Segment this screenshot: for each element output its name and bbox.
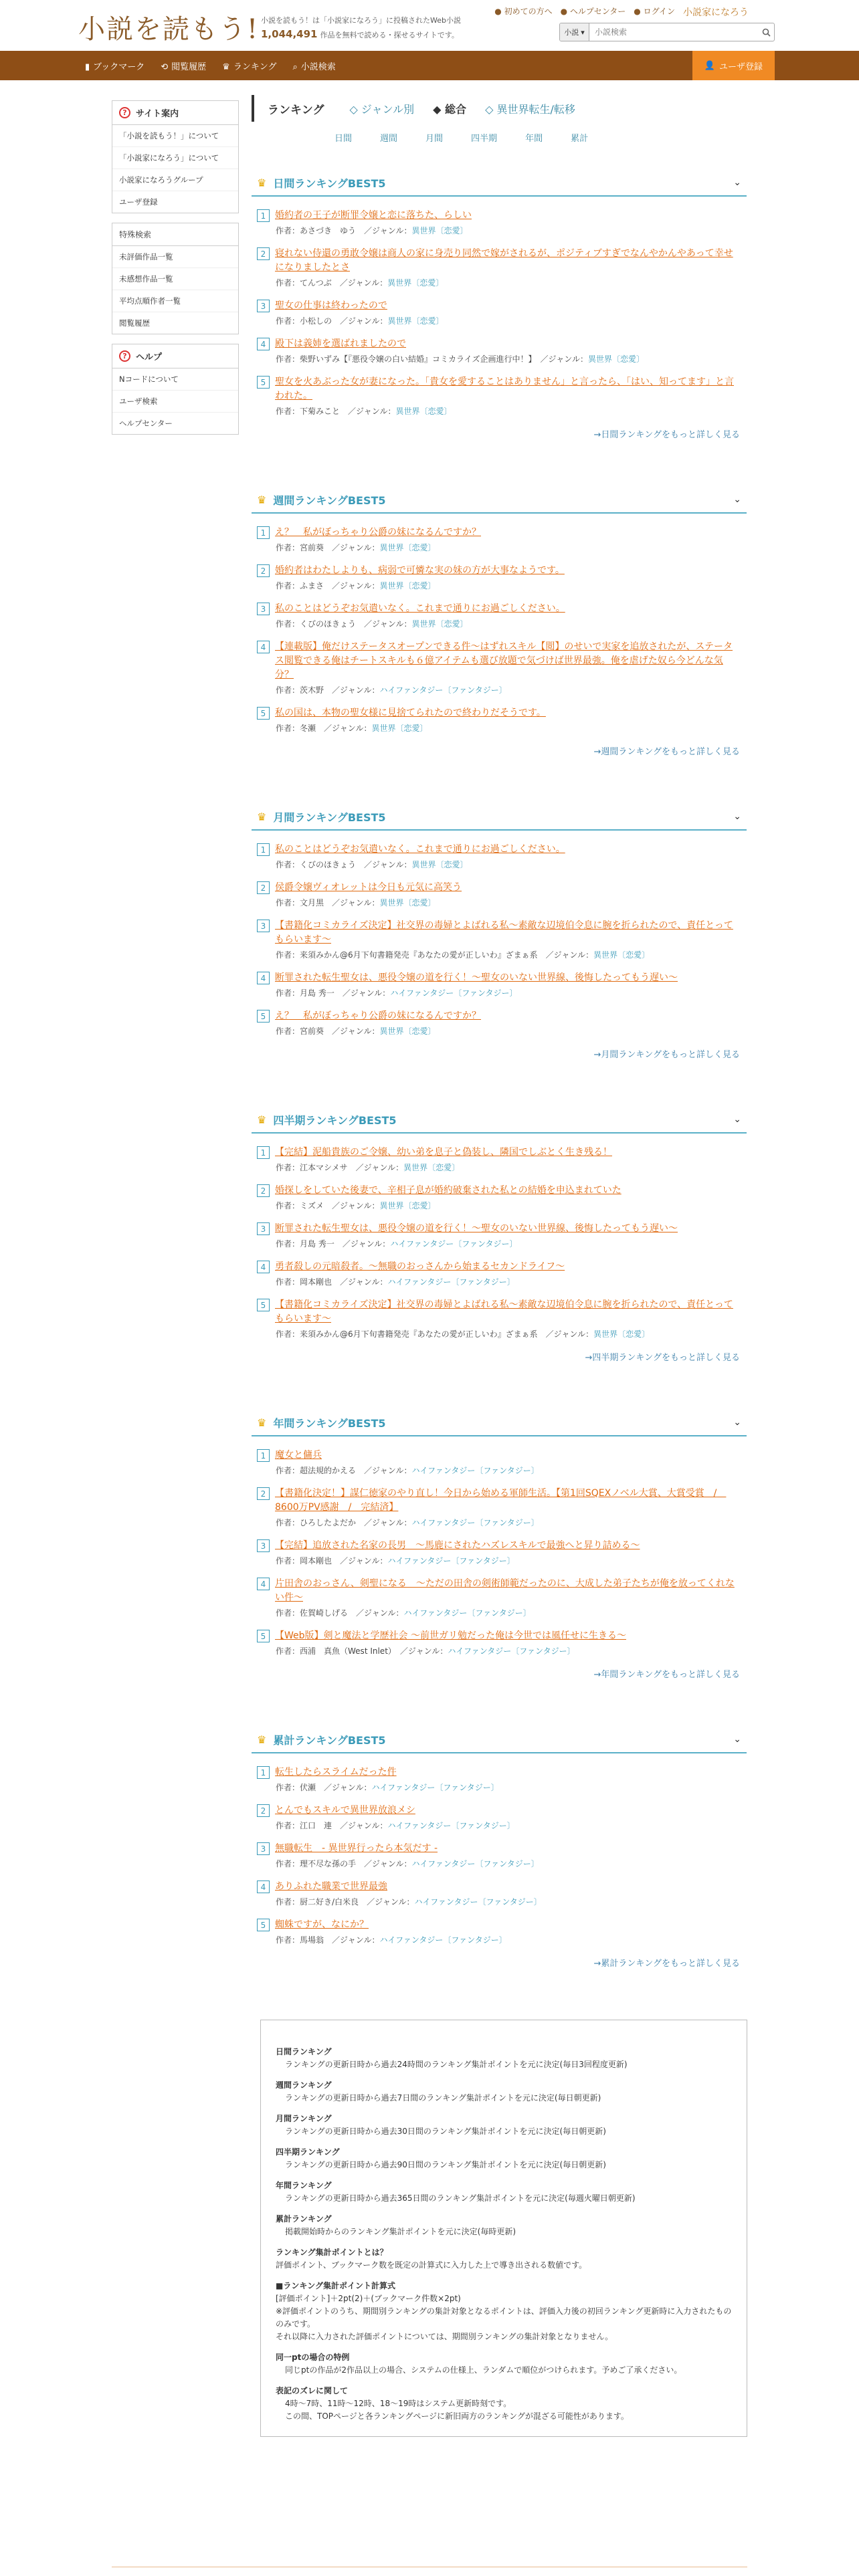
novel-meta: 作者：あさづき ゆう ／ジャンル：異世界〔恋愛〕 [276,226,468,235]
novel-meta: 作者：くびのほきょう ／ジャンル：異世界〔恋愛〕 [276,860,468,869]
section-title: 月間ランキングBEST5 [273,811,386,824]
ranking-section [252,1727,747,2016]
note-block: 累計ランキング 掲載開始時からのランキング集計ポイントを元に決定(毎時更新) [276,2214,516,2236]
bookmark-icon: ▮ [85,62,90,72]
tab-overall[interactable]: ◆ 総合 [433,102,467,116]
more-link[interactable]: →週間ランキングをもっと詳しく見る [593,747,740,757]
sidebar-item-help-center[interactable]: ヘルプセンター [119,419,173,428]
novel-title-link[interactable]: 婚約者の王子が断罪令嬢と恋に落ちた、らしい [275,210,472,221]
period-weekly[interactable]: 週間 [380,134,398,144]
genre-link[interactable]: 異世界〔恋愛〕 [593,950,650,960]
ranking-item [257,1146,741,1173]
ranking-sections [252,170,747,2016]
rank-number: 5 [257,1630,270,1642]
sidebar-item-unrated[interactable]: 未評価作品一覧 [112,246,238,268]
search-box [559,23,775,41]
chevron-down-icon[interactable]: ⌄ [733,177,741,188]
ranking-section [252,804,747,1107]
author-name[interactable]: 柴野いずみ【『悪役令嬢の白い結婚』コミカライズ企画進行中！】 [300,354,533,364]
note-block: 四半期ランキング ランキングの更新日時から過去90日間のランキング集計ポイントを元に決定(毎日朝更新) [276,2147,606,2169]
ranking-item [257,1842,741,1869]
author-name[interactable]: くびのほきょう [300,860,357,869]
site-header [0,0,859,51]
novel-meta: 作者：てんつぶ ／ジャンル：異世界〔恋愛〕 [276,278,444,288]
page-title: ランキング [268,103,324,117]
question-icon: ? [119,350,130,362]
novel-meta: 作者：来須みかん@6月下旬書籍発売『あなたの愛が正しいわ』ざまぁ系 ／ジャンル：異世界〔恋愛〕 [276,1329,650,1339]
ranking-section [252,487,747,804]
period-quarterly[interactable]: 四半期 [471,134,498,144]
author-name[interactable]: 江口 連 [300,1821,332,1830]
author-name[interactable]: 下菊みこと [300,407,341,416]
rank-number: 3 [257,1842,270,1855]
genre-link[interactable]: ハイファンタジー〔ファンタジー〕 [403,1608,531,1618]
ranking-item [257,1880,741,1907]
ranking-item [257,640,741,695]
section-title: 日間ランキングBEST5 [273,177,386,190]
section-header[interactable] [252,804,747,831]
ranking-item [257,1222,741,1249]
chevron-down-icon[interactable]: ⌄ [733,1114,741,1125]
rank-number: 5 [257,1299,270,1311]
ranking-item [257,706,741,734]
novel-title-link[interactable]: 【書籍化決定！】謀仁徳家のやり直し！今日から始める軍師生活。【第1回SQEXノベル大賞、大賞受賞 / 8600万PV感謝 / 完結済】 [275,1488,727,1513]
genre-link[interactable]: ハイファンタジー〔ファンタジー〕 [379,685,507,695]
section-header[interactable] [252,1410,747,1436]
author-name[interactable]: ひろしたよだか [300,1518,357,1527]
ranking-item [257,1009,741,1037]
main-content [252,95,747,2016]
more-link[interactable]: →累計ランキングをもっと詳しく見る [593,1959,740,1969]
author-name[interactable]: 文月黒 [300,898,324,907]
genre-link[interactable]: 異世界〔恋愛〕 [379,581,436,591]
novel-title-link[interactable]: 【Web版】剣と魔法と学歴社会 ～前世ガリ勉だった俺は今世では風任せに生きる～ [275,1630,626,1641]
genre-link[interactable]: ハイファンタジー〔ファンタジー〕 [379,1935,507,1945]
author-name[interactable]: 岡本剛也 [300,1277,332,1287]
chevron-down-icon[interactable]: ⌄ [733,1417,741,1428]
rank-number: 2 [257,1487,270,1500]
novel-meta: 作者：ふまさ ／ジャンル：異世界〔恋愛〕 [276,581,436,591]
genre-link[interactable]: ハイファンタジー〔ファンタジー〕 [411,1466,539,1475]
author-name[interactable]: 茨木野 [300,685,324,695]
genre-link[interactable]: ハイファンタジー〔ファンタジー〕 [390,988,518,998]
author-name[interactable]: 佐賀崎しげる [300,1608,349,1618]
ranking-item [257,1487,741,1528]
author-name[interactable]: 厨二好き/白米良 [300,1897,359,1907]
period-yearly[interactable]: 年間 [525,134,543,144]
chevron-down-icon[interactable]: ⌄ [733,811,741,822]
novel-title-link[interactable]: 婚約者はわたしよりも、病弱で可憐な実の妹の方が大事なようです。 [275,565,565,576]
nav-ranking[interactable]: ♛ ランキング [222,62,277,72]
genre-link[interactable]: ハイファンタジー〔ファンタジー〕 [371,1783,499,1792]
sidebar-item-history[interactable]: 閲覧履歴 [119,318,150,328]
section-header[interactable] [252,1727,747,1753]
novel-meta: 作者：下菊みこと ／ジャンル：異世界〔恋愛〕 [276,407,452,416]
author-name[interactable]: ふまさ [300,581,324,591]
novel-meta: 作者：文月黒 ／ジャンル：異世界〔恋愛〕 [276,898,436,907]
rank-number: 5 [257,1919,270,1931]
search-input[interactable] [589,23,758,41]
novel-title-link[interactable]: 聖女の仕事は終わったので [275,300,387,311]
genre-link[interactable]: 異世界〔恋愛〕 [387,278,444,288]
rank-number: 2 [257,1804,270,1817]
rank-number: 3 [257,300,270,312]
ranking-item [257,1577,741,1618]
novel-meta: 作者：馬場翁 ／ジャンル：ハイファンタジー〔ファンタジー〕 [276,1935,507,1945]
chevron-down-icon[interactable]: ⌄ [733,1734,741,1745]
rank-number: 1 [257,1449,270,1462]
novel-title-link[interactable]: 転生したらスライムだった件 [275,1767,397,1778]
rank-number: 2 [257,881,270,894]
novel-meta: 作者：江口 連 ／ジャンル：ハイファンタジー〔ファンタジー〕 [276,1821,515,1830]
rank-number: 4 [257,1261,270,1273]
ranking-item [257,602,741,629]
ranking-item [257,919,741,960]
genre-link[interactable]: 異世界〔恋愛〕 [403,1163,460,1172]
work-count: 1,044,491 作品を無料で読める・探せるサイトです。 [261,28,459,40]
ranking-item [257,299,741,326]
sidebar-item-register[interactable]: ユーザ登録 [119,197,158,207]
genre-link[interactable]: ハイファンタジー〔ファンタジー〕 [387,1277,515,1287]
site-logo[interactable]: 小説を読もう! [78,14,260,45]
author-name[interactable]: 宮前葵 [300,543,324,552]
search-icon: ⌕ [292,62,298,72]
genre-link[interactable]: ハイファンタジー〔ファンタジー〕 [414,1897,542,1907]
author-name[interactable]: 西浦 真魚（West Inlet） [300,1646,392,1656]
novel-meta: 作者：来須みかん@6月下旬書籍発売『あなたの愛が正しいわ』ざまぁ系 ／ジャンル：異世界〔恋愛〕 [276,950,650,960]
ranking-tabs [252,95,747,122]
ranking-item [257,971,741,998]
novel-title-link[interactable]: 【書籍化コミカライズ決定】社交界の毒婦とよばれる私～素敵な辺境伯令息に腕を折られたので、責任とってもらいます～ [275,1299,733,1324]
novel-meta: 作者：冬瀬 ／ジャンル：異世界〔恋愛〕 [276,724,428,733]
more-link[interactable]: →年間ランキングをもっと詳しく見る [593,1670,740,1680]
novel-title-link[interactable]: 侯爵令嬢ヴィオレットは今日も元気に高笑う [275,882,462,893]
ranking-item [257,375,741,417]
sidebar-item-about-narou[interactable]: 「小説家になろう」について [112,147,238,169]
genre-link[interactable]: 異世界〔恋愛〕 [379,898,436,907]
rank-number: 4 [257,972,270,984]
more-link[interactable]: →四半期ランキングをもっと詳しく見る [585,1353,740,1363]
ranking-item [257,1804,741,1831]
novel-meta: 作者：月島 秀一 ／ジャンル：ハイファンタジー〔ファンタジー〕 [276,1239,518,1249]
rank-number: 4 [257,1881,270,1893]
novel-title-link[interactable]: 私のことはどうぞお気遣いなく。これまで通りにお過ごしください。 [275,603,565,614]
section-title: 累計ランキングBEST5 [273,1733,386,1747]
ranking-item [257,247,741,288]
ranking-section [252,1410,747,1727]
ranking-item [257,881,741,908]
crown-icon: ♛ [257,1733,267,1746]
novel-meta: 作者：伏瀬 ／ジャンル：ハイファンタジー〔ファンタジー〕 [276,1783,499,1792]
novel-title-link[interactable]: 寝れない侍還の勇敢令嬢は商人の家に身売り同然で嫁がされるが、ポジティブすぎでなんやかんやあって幸せになりましたとさ [275,248,733,273]
novel-meta: 作者：理不尽な孫の手 ／ジャンル：ハイファンタジー〔ファンタジー〕 [276,1859,539,1868]
novel-meta: 作者：厨二好き/白米良 ／ジャンル：ハイファンタジー〔ファンタジー〕 [276,1897,542,1907]
genre-link[interactable]: 異世界〔恋愛〕 [395,407,452,416]
novel-meta: 作者：宮前葵 ／ジャンル：異世界〔恋愛〕 [276,543,436,552]
main-nav [0,51,859,80]
novel-meta: 作者：ミズメ ／ジャンル：異世界〔恋愛〕 [276,1201,436,1210]
rank-number: 2 [257,247,270,260]
nav-search[interactable]: ⌕ 小説検索 [292,62,336,72]
ranking-item [257,337,741,364]
section-header[interactable] [252,1107,747,1134]
register-button[interactable]: 👤 ユーザ登録 [692,51,775,80]
novel-meta: 作者：宮前葵 ／ジャンル：異世界〔恋愛〕 [276,1027,436,1036]
ranking-item [257,1629,741,1656]
novel-title-link[interactable]: 勇者殺しの元暗殺者。～無職のおっさんから始まるセカンドライフ～ [275,1261,565,1272]
novel-meta: 作者：くびのほきょう ／ジャンル：異世界〔恋愛〕 [276,619,468,629]
ranking-item [257,1448,741,1476]
tab-isekai[interactable]: ◇ 異世界転生/転移 [485,102,575,116]
chevron-down-icon[interactable]: ⌄ [733,494,741,505]
period-monthly[interactable]: 月間 [425,134,444,144]
author-name[interactable]: 江本マシメサ [300,1163,348,1172]
novel-title-link[interactable]: とんでもスキルで異世界放浪メシ [275,1805,415,1816]
crown-icon: ♛ [222,62,230,72]
ranking-item [257,843,741,870]
period-total[interactable]: 累計 [571,134,589,144]
author-name[interactable]: 来須みかん@6月下旬書籍発売『あなたの愛が正しいわ』ざまぁ系 [300,1329,538,1339]
novel-title-link[interactable]: 片田舎のおっさん、剣聖になる ～ただの田舎の剣術師範だったのに、大成した弟子たちが俺を放ってくれない件～ [275,1578,735,1603]
sidebar [112,100,239,444]
help-center-link[interactable]: ● ヘルプセンター [560,7,626,16]
genre-link[interactable]: 異世界〔恋愛〕 [588,354,645,364]
crown-icon: ♛ [257,176,267,189]
novel-title-link[interactable]: 断罪された転生聖女は、悪役令嬢の道を行く！～聖女のいない世界線、後悔したってもう遅い～ [275,1223,678,1234]
novel-meta: 作者：江本マシメサ ／ジャンル：異世界〔恋愛〕 [276,1163,460,1172]
author-name[interactable]: 馬場翁 [300,1935,324,1945]
rank-number: 3 [257,603,270,615]
period-tabs [252,122,747,170]
novel-title-link[interactable]: 【完結】追放された名家の長男 ～馬鹿にされたハズレスキルで最強へと昇り詰める～ [275,1540,640,1551]
sidebar-item-user-search[interactable]: ユーザ検索 [112,391,238,413]
rank-number: 1 [257,209,270,222]
search-icon[interactable] [758,23,774,41]
sidebar-item-no-review[interactable]: 未感想作品一覧 [112,268,238,290]
rank-number: 2 [257,1184,270,1197]
search-type-select[interactable]: 小説 ▾ [560,23,589,41]
novel-title-link[interactable]: 断罪された転生聖女は、悪役令嬢の道を行く！～聖女のいない世界線、後悔したってもう遅い～ [275,972,678,983]
ranking-item [257,564,741,591]
genre-link[interactable]: ハイファンタジー〔ファンタジー〕 [387,1821,515,1830]
author-name[interactable]: 超法規的かえる [300,1466,357,1475]
sidebar-item-avg-authors[interactable]: 平均点順作者一覧 [112,290,238,312]
novel-title-link[interactable]: 無職転生 - 異世界行ったら本気だす - [275,1843,438,1854]
help-box: ? ヘルプ Nコードについて ユーザ検索 ヘルプセンター [112,344,239,435]
ranking-item [257,1260,741,1287]
novel-title-link[interactable]: 【連載版】俺だけステータスオープンできる件～はずれスキル【閲】のせいで実家を追放されたが、ステータス閲覧できる俺はチートスキルも６億アイテムも選び放題で気づけば世界最強。俺を虐げた奴ら今どんな気分？ [275,641,733,680]
rank-number: 3 [257,1222,270,1235]
rank-number: 5 [257,707,270,720]
ranking-item [257,209,741,236]
novel-meta: 作者：柴野いずみ【『悪役令嬢の白い結婚』コミカライズ企画進行中！】 ／ジャンル：異世界〔恋愛〕 [276,354,645,364]
rank-number: 1 [257,1146,270,1159]
crown-icon: ♛ [257,810,267,823]
tab-genre[interactable]: ◇ ジャンル別 [349,102,415,116]
note-block: 年間ランキング ランキングの更新日時から過去365日間のランキング集計ポイントを元に決定(毎週火曜日朝更新) [276,2181,636,2203]
special-search-box: 特殊検索 未評価作品一覧 未感想作品一覧 平均点順作者一覧 閲覧履歴 [112,223,239,334]
more-link[interactable]: →月間ランキングをもっと詳しく見る [593,1050,740,1060]
ranking-section [252,1107,747,1410]
genre-link[interactable]: ハイファンタジー〔ファンタジー〕 [448,1646,575,1656]
rank-number: 3 [257,920,270,932]
rank-number: 1 [257,1766,270,1779]
author-name[interactable]: 岡本剛也 [300,1556,332,1566]
author-name[interactable]: 来須みかん@6月下旬書籍発売『あなたの愛が正しいわ』ざまぁ系 [300,950,538,960]
genre-link[interactable]: 異世界〔恋愛〕 [411,619,468,629]
novel-title-link[interactable]: 【完結】泥船貴族のご令嬢、幼い弟を息子と偽装し、隣国でしぶとく生き残る！ [275,1147,612,1158]
novel-title-link[interactable]: 魔女と傭兵 [275,1450,322,1461]
more-link[interactable]: →日間ランキングをもっと詳しく見る [593,430,740,440]
genre-link[interactable]: 異世界〔恋愛〕 [593,1329,650,1339]
rank-number: 4 [257,641,270,653]
ranking-item [257,526,741,553]
section-header[interactable] [252,170,747,197]
novel-title-link[interactable]: 婚探しをしていた後妻で、辛相子息が婚約破棄された私との結婚を申込まれていた [275,1185,622,1196]
genre-link[interactable]: ハイファンタジー〔ファンタジー〕 [390,1239,518,1249]
novel-meta: 作者：西浦 真魚（West Inlet） ／ジャンル：ハイファンタジー〔ファンタジー〕 [276,1646,575,1656]
genre-link[interactable]: 異世界〔恋愛〕 [379,1201,436,1210]
author-name[interactable]: 月島 秀一 [300,1239,335,1249]
genre-link[interactable]: ハイファンタジー〔ファンタジー〕 [411,1859,539,1868]
sidebar-item-group[interactable]: 小説家になろうグループ [112,169,238,191]
author-name[interactable]: てんつぶ [300,278,332,288]
author-name[interactable]: ミズメ [300,1201,324,1210]
rank-number: 2 [257,564,270,577]
novel-title-link[interactable]: 蜘蛛ですが、なにか？ [275,1919,369,1930]
ranking-item [257,1765,741,1793]
rank-number: 4 [257,338,270,350]
genre-link[interactable]: 異世界〔恋愛〕 [411,860,468,869]
sidebar-item-about-yomou[interactable]: 「小説を読もう！」について [112,125,238,147]
note-block: 月間ランキング ランキングの更新日時から過去30日間のランキング集計ポイントを元に決定(毎日朝更新) [276,2114,606,2136]
author-name[interactable]: 冬瀬 [300,724,316,733]
period-daily[interactable]: 日間 [335,134,353,144]
genre-link[interactable]: 異世界〔恋愛〕 [371,724,428,733]
ranking-item [257,1184,741,1211]
novel-meta: 作者：超法規的かえる ／ジャンル：ハイファンタジー〔ファンタジー〕 [276,1466,539,1475]
crown-icon: ♛ [257,1416,267,1429]
rank-number: 5 [257,1010,270,1023]
genre-link[interactable]: ハイファンタジー〔ファンタジー〕 [387,1556,515,1566]
site-guide-box: ? サイト案内 「小説を読もう！」について 「小説家になろう」について 小説家になろうグループ ユーザ登録 [112,100,239,213]
section-title: 週間ランキングBEST5 [273,494,386,507]
rank-number: 3 [257,1539,270,1552]
ranking-item [257,1918,741,1945]
rank-number: 1 [257,526,270,539]
novel-title-link[interactable]: え？ 私がぼっちゃり公爵の妹になるんですか？ [275,1010,481,1021]
ranking-item [257,1298,741,1339]
novel-title-link[interactable]: 殿下は義姉を選ばれましたので [275,338,406,349]
genre-link[interactable]: 異世界〔恋愛〕 [411,226,468,235]
crown-icon: ♛ [257,493,267,506]
section-title: 年間ランキングBEST5 [273,1416,386,1430]
novel-title-link[interactable]: え？ 私がぼっちゃり公爵の妹になるんですか？ [275,527,481,538]
genre-link[interactable]: 異世界〔恋愛〕 [387,316,444,326]
novel-meta: 作者：月島 秀一 ／ジャンル：ハイファンタジー〔ファンタジー〕 [276,988,518,998]
genre-link[interactable]: ハイファンタジー〔ファンタジー〕 [411,1518,539,1527]
nav-history[interactable]: ⟲ 閲覧履歴 [161,62,207,72]
ranking-item [257,1539,741,1566]
question-icon: ? [119,107,130,118]
author-name[interactable]: くびのほきょう [300,619,357,629]
section-header[interactable] [252,487,747,514]
beginner-link[interactable]: ● 初めての方へ [494,7,553,16]
user-icon: 👤 [704,60,715,71]
author-name[interactable]: 宮前葵 [300,1027,324,1036]
novel-meta: 作者：岡本剛也 ／ジャンル：ハイファンタジー〔ファンタジー〕 [276,1556,515,1566]
novel-meta: 作者：茨木野 ／ジャンル：ハイファンタジー〔ファンタジー〕 [276,685,507,695]
tagline: 小説を読もう！は「小説家になろう」に投稿されたWeb小説 [261,16,461,25]
novel-title-link[interactable]: 私の国は、本物の聖女様に見捨てられたので終わりだそうです。 [275,708,546,718]
chevron-down-icon: ▾ [581,27,585,37]
novel-meta: 作者：岡本剛也 ／ジャンル：ハイファンタジー〔ファンタジー〕 [276,1277,515,1287]
author-name[interactable]: 伏瀬 [300,1783,316,1792]
login-link[interactable]: ● ログイン [634,7,675,16]
nav-bookmark[interactable]: ▮ ブックマーク [85,62,145,72]
novel-title-link[interactable]: 聖女を火あぶった女が妻になった。「貴女を愛することはありません」と言ったら、「はい、知ってます」と言われた。 [275,377,734,401]
rank-number: 4 [257,1578,270,1590]
note-block: 週間ランキング ランキングの更新日時から過去7日間のランキング集計ポイントを元に決定(毎日朝更新) [276,2080,601,2103]
author-name[interactable]: 月島 秀一 [300,988,335,998]
novel-meta: 作者：ひろしたよだか ／ジャンル：ハイファンタジー〔ファンタジー〕 [276,1518,539,1527]
novel-title-link[interactable]: 【書籍化コミカライズ決定】社交界の毒婦とよばれる私～素敵な辺境伯令息に腕を折られたので、責任とってもらいます～ [275,920,733,945]
author-name[interactable]: 小松しの [300,316,332,326]
crown-icon: ♛ [257,1113,267,1126]
novel-title-link[interactable]: 私のことはどうぞお気遣いなく。これまで通りにお過ごしください。 [275,844,565,855]
narou-brand-link[interactable]: 小説家になろう [683,7,749,18]
ranking-notes: 日間ランキング ランキングの更新日時から過去24時間のランキング集計ポイントを元に決定(毎日3回程度更新) 週間ランキング ランキングの更新日時から過去7日間のランキング集計ポイントを元に決定(毎日朝更新) 月間ランキング ランキングの更新日時から過去30日間のランキング集計ポイントを元に決定(毎日朝更新) 四半期ランキング ランキングの更新日時から過去90日間のランキング集計ポイントを元に決定(毎日朝更新) 年間ランキング ランキングの更新日時から過去365日間のランキング集計ポイントを元に決定(毎週火曜日朝更新) 累計ランキング 掲載開始時からのランキング集計ポイントを元に決定(毎時更新) ランキング集計ポイントとは？ 評価ポイント、ブックマーク数を既定の計算式に入力した上で導き出される数値です。 ■ランキング集計ポイント計算式 [評価ポイント]＋2pt(2)＋(ブックマーク件数×2pt) ※評価ポイントのうち、期間別ランキングの集計対象となるポイントは、評価入力後の初回ランキング更新時に入力されたもののみです。 それ以降に入力された評価ポイントについては、期間別ランキングの集計対象となりません。 同一ptの場合の特例 同じptの作品が2作品以上の場合、システムの仕様上、ランダムで順位がつけられます。予めご了承ください。 表記のズレに関して 4時〜7時、11時〜12時、18〜19時はシステム更新時刻です。 この間、TOPページと各ランキングページに新旧両方のランキングが混ざる可能性があります。 [260,2020,747,2437]
novel-meta: 作者：佐賀崎しげる ／ジャンル：ハイファンタジー〔ファンタジー〕 [276,1608,531,1618]
author-name[interactable]: あさづき ゆう [300,226,357,235]
ranking-section [252,170,747,487]
author-name[interactable]: 理不尽な孫の手 [300,1859,357,1868]
genre-link[interactable]: 異世界〔恋愛〕 [379,543,436,552]
top-links [494,5,749,19]
history-icon: ⟲ [161,62,169,72]
note-block: 日間ランキング ランキングの更新日時から過去24時間のランキング集計ポイントを元に決定(毎日3回程度更新) [276,2047,628,2069]
section-title: 四半期ランキングBEST5 [273,1113,397,1127]
novel-title-link[interactable]: ありふれた職業で世界最強 [275,1881,387,1892]
genre-link[interactable]: 異世界〔恋愛〕 [379,1027,436,1036]
rank-number: 1 [257,843,270,856]
rank-number: 5 [257,376,270,389]
sidebar-item-ncode[interactable]: Nコードについて [112,368,238,391]
novel-meta: 作者：小松しの ／ジャンル：異世界〔恋愛〕 [276,316,444,326]
